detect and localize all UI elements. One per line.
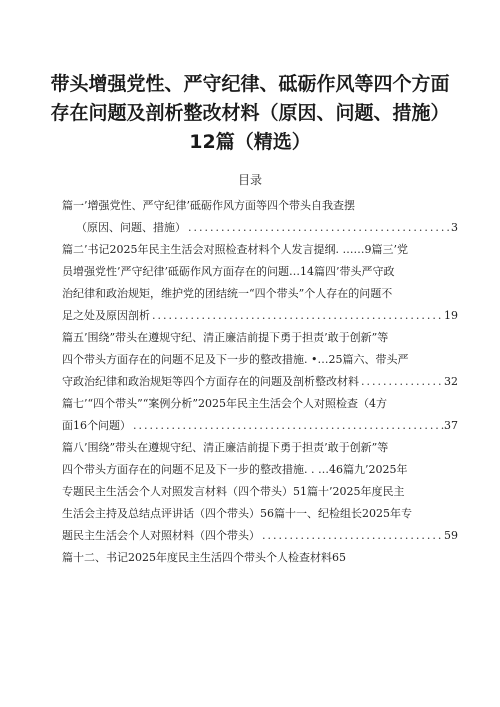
toc-line: 篇五’围绕”带头在遵规守纪、清正廉洁前提下勇于担责’敢于创新”等 [62, 331, 389, 344]
toc-entry-6[interactable] [62, 371, 458, 393]
toc-leader-dots [186, 217, 451, 239]
toc-entry-11[interactable] [62, 525, 458, 547]
toc-page-number: 59 [444, 529, 458, 542]
toc-leader-dots [359, 371, 444, 393]
toc-page-number: 19 [444, 309, 458, 322]
toc-entry-text: 足之处及原因剖析 [62, 309, 150, 322]
toc-line: 员增强党性’严守纪律’砥砺作风方面存在的问题…14篇四’带头严守政 [62, 265, 395, 278]
toc-entry-text: 面16个问题） [62, 419, 131, 432]
toc-entry-4[interactable] [62, 305, 458, 327]
toc-page-number: 3 [451, 221, 458, 234]
toc-line: 四个带头方面存在的问题不足及下一步的整改措施. . …46篇九’2025年 [62, 463, 408, 476]
title-line-2: 存在问题及剖析整改材料（原因、问题、措施） [50, 102, 450, 124]
toc-leader-dots [260, 525, 444, 547]
toc-page-number: 37 [444, 419, 458, 432]
toc-line: 篇二’书记2025年民主生活会对照检查材料个人发言提纲. ……9篇三’党 [62, 243, 408, 256]
toc-entry-text: （原因、问题、措施） [76, 221, 186, 234]
toc-leader-dots [131, 415, 444, 437]
toc-entry-1[interactable] [62, 217, 458, 239]
toc-entry-7[interactable] [62, 415, 458, 437]
document-title [40, 70, 460, 157]
title-line-1: 带头增强党性、严守纪律、砥砺作风等四个方面 [50, 73, 450, 95]
toc-line: 篇八’围绕”带头在遵规守纪、清正廉洁前提下勇于担责’敢于创新”等 [62, 441, 389, 454]
toc-line: 治纪律和政治规矩，维护党的团结统一“四个带头”个人存在的问题不 [62, 287, 393, 300]
toc-line: 生活会主持及总结点评讲话（四个带头）56篇十一、纪检组长2025年专 [62, 507, 412, 520]
title-line-3: 12篇（精选） [189, 131, 311, 153]
toc-page-number: 32 [444, 375, 458, 388]
toc-line: 篇一’增强党性、严守纪律’砥砺作风方面等四个带头自我查摆 [62, 199, 355, 212]
toc-line: 四个带头方面存在的问题不足及下一步的整改措施. •…25篇六、带头严 [62, 353, 409, 366]
toc-entry-text: 题民主生活会个人对照材料（四个带头） [62, 529, 260, 542]
toc-line: 篇十二、书记2025年度民主生活四个带头个人检查材料65 [62, 551, 346, 564]
toc-entry-text: 守政治纪律和政治规矩等四个方面存在的问题及剖析整改材料 [62, 375, 359, 388]
toc-leader-dots [150, 305, 444, 327]
table-of-contents [62, 195, 458, 569]
toc-heading: 目录 [237, 173, 262, 187]
toc-line: 篇七’“四个带头”“案例分析”2025年民主生活会个人对照检查（4方 [62, 397, 387, 410]
toc-line: 专题民主生活会个人对照发言材料（四个带头）51篇十’2025年度民主 [62, 485, 405, 498]
